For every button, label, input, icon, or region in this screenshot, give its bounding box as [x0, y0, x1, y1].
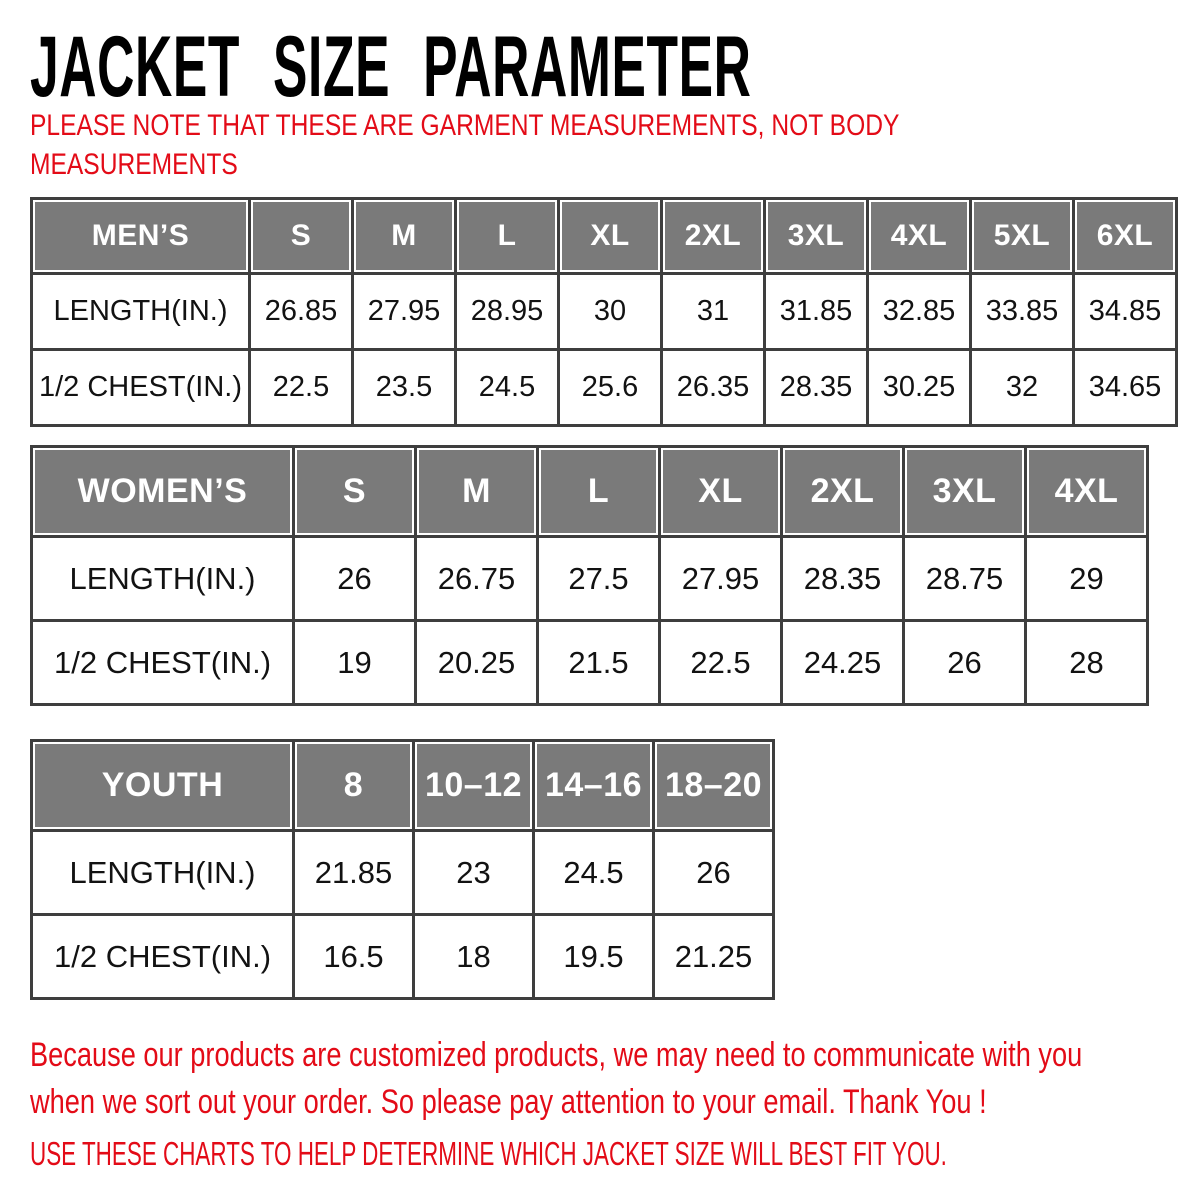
row-label-cell: 1/2 CHEST(IN.): [32, 621, 294, 705]
table-row: [32, 915, 774, 999]
size-column-header: M: [416, 447, 538, 537]
size-column-header: L: [456, 199, 559, 274]
size-value-cell: 25.6: [559, 350, 662, 426]
size-value-cell: 30: [559, 274, 662, 350]
size-column-header: 4XL: [1026, 447, 1148, 537]
size-column-header: 2XL: [662, 199, 765, 274]
table-row: [32, 274, 1177, 350]
size-column-header: 3XL: [904, 447, 1026, 537]
size-value-cell: 28.35: [782, 537, 904, 621]
table-header-row: [32, 447, 1148, 537]
customization-notice-line: when we sort out your order. So please pay attention to your email. Thank You !: [30, 1083, 987, 1121]
table-row: [32, 621, 1148, 705]
size-column-header: 3XL: [765, 199, 868, 274]
size-value-cell: 26: [654, 831, 774, 915]
size-value-cell: 27.5: [538, 537, 660, 621]
size-column-header: 10–12: [414, 741, 534, 831]
page-title: [30, 19, 1200, 115]
table-title-cell: YOUTH: [32, 741, 294, 831]
size-column-header: S: [250, 199, 353, 274]
size-value-cell: 21.85: [294, 831, 414, 915]
garment-measurement-note: [30, 106, 1090, 184]
row-label-cell: LENGTH(IN.): [32, 274, 250, 350]
size-value-cell: 19.5: [534, 915, 654, 999]
table-header-row: [32, 199, 1177, 274]
womens-size-table: [30, 445, 1149, 706]
size-column-header: 2XL: [782, 447, 904, 537]
size-value-cell: 34.85: [1074, 274, 1177, 350]
table-row: [32, 831, 774, 915]
size-column-header: 5XL: [971, 199, 1074, 274]
size-column-header: XL: [660, 447, 782, 537]
size-value-cell: 21.5: [538, 621, 660, 705]
size-column-header: XL: [559, 199, 662, 274]
size-value-cell: 34.65: [1074, 350, 1177, 426]
size-column-header: S: [294, 447, 416, 537]
youth-size-table: [30, 739, 775, 1000]
size-value-cell: 18: [414, 915, 534, 999]
size-value-cell: 30.25: [868, 350, 971, 426]
table-title-cell: WOMEN’S: [32, 447, 294, 537]
table-header-row: [32, 741, 774, 831]
size-value-cell: 19: [294, 621, 416, 705]
size-value-cell: 23: [414, 831, 534, 915]
customization-notice-line: Because our products are customized products, we may need to communicate with you: [30, 1036, 1083, 1074]
row-label-cell: LENGTH(IN.): [32, 831, 294, 915]
mens-size-table: [30, 197, 1178, 427]
table-row: [32, 537, 1148, 621]
table-row: [32, 350, 1177, 426]
size-column-header: 18–20: [654, 741, 774, 831]
size-column-header: M: [353, 199, 456, 274]
size-value-cell: 26.85: [250, 274, 353, 350]
size-value-cell: 26.75: [416, 537, 538, 621]
size-column-header: 8: [294, 741, 414, 831]
size-value-cell: 27.95: [353, 274, 456, 350]
table-title-cell: MEN’S: [32, 199, 250, 274]
size-value-cell: 28: [1026, 621, 1148, 705]
chart-usage-instruction: USE THESE CHARTS TO HELP DETERMINE WHICH JACKET SIZE WILL BEST FIT YOU.: [30, 1135, 947, 1172]
size-value-cell: 28.35: [765, 350, 868, 426]
size-value-cell: 24.5: [456, 350, 559, 426]
size-value-cell: 29: [1026, 537, 1148, 621]
size-value-cell: 31.85: [765, 274, 868, 350]
size-value-cell: 26: [294, 537, 416, 621]
size-value-cell: 20.25: [416, 621, 538, 705]
size-value-cell: 28.95: [456, 274, 559, 350]
size-value-cell: 27.95: [660, 537, 782, 621]
size-value-cell: 16.5: [294, 915, 414, 999]
size-value-cell: 26.35: [662, 350, 765, 426]
size-column-header: L: [538, 447, 660, 537]
size-column-header: 6XL: [1074, 199, 1177, 274]
size-value-cell: 31: [662, 274, 765, 350]
page-title-text: JACKET SIZE PARAMETER: [30, 19, 752, 115]
size-value-cell: 22.5: [250, 350, 353, 426]
size-value-cell: 22.5: [660, 621, 782, 705]
size-value-cell: 32: [971, 350, 1074, 426]
size-value-cell: 28.75: [904, 537, 1026, 621]
size-value-cell: 32.85: [868, 274, 971, 350]
size-value-cell: 33.85: [971, 274, 1074, 350]
size-value-cell: 21.25: [654, 915, 774, 999]
note-line: PLEASE NOTE THAT THESE ARE GARMENT MEASUREMENTS, NOT BODY: [30, 109, 900, 142]
row-label-cell: 1/2 CHEST(IN.): [32, 350, 250, 426]
size-value-cell: 24.5: [534, 831, 654, 915]
size-value-cell: 24.25: [782, 621, 904, 705]
note-line: MEASUREMENTS: [30, 148, 238, 181]
size-column-header: 4XL: [868, 199, 971, 274]
row-label-cell: 1/2 CHEST(IN.): [32, 915, 294, 999]
size-value-cell: 23.5: [353, 350, 456, 426]
customization-notice: [30, 1032, 1200, 1126]
size-value-cell: 26: [904, 621, 1026, 705]
row-label-cell: LENGTH(IN.): [32, 537, 294, 621]
size-column-header: 14–16: [534, 741, 654, 831]
